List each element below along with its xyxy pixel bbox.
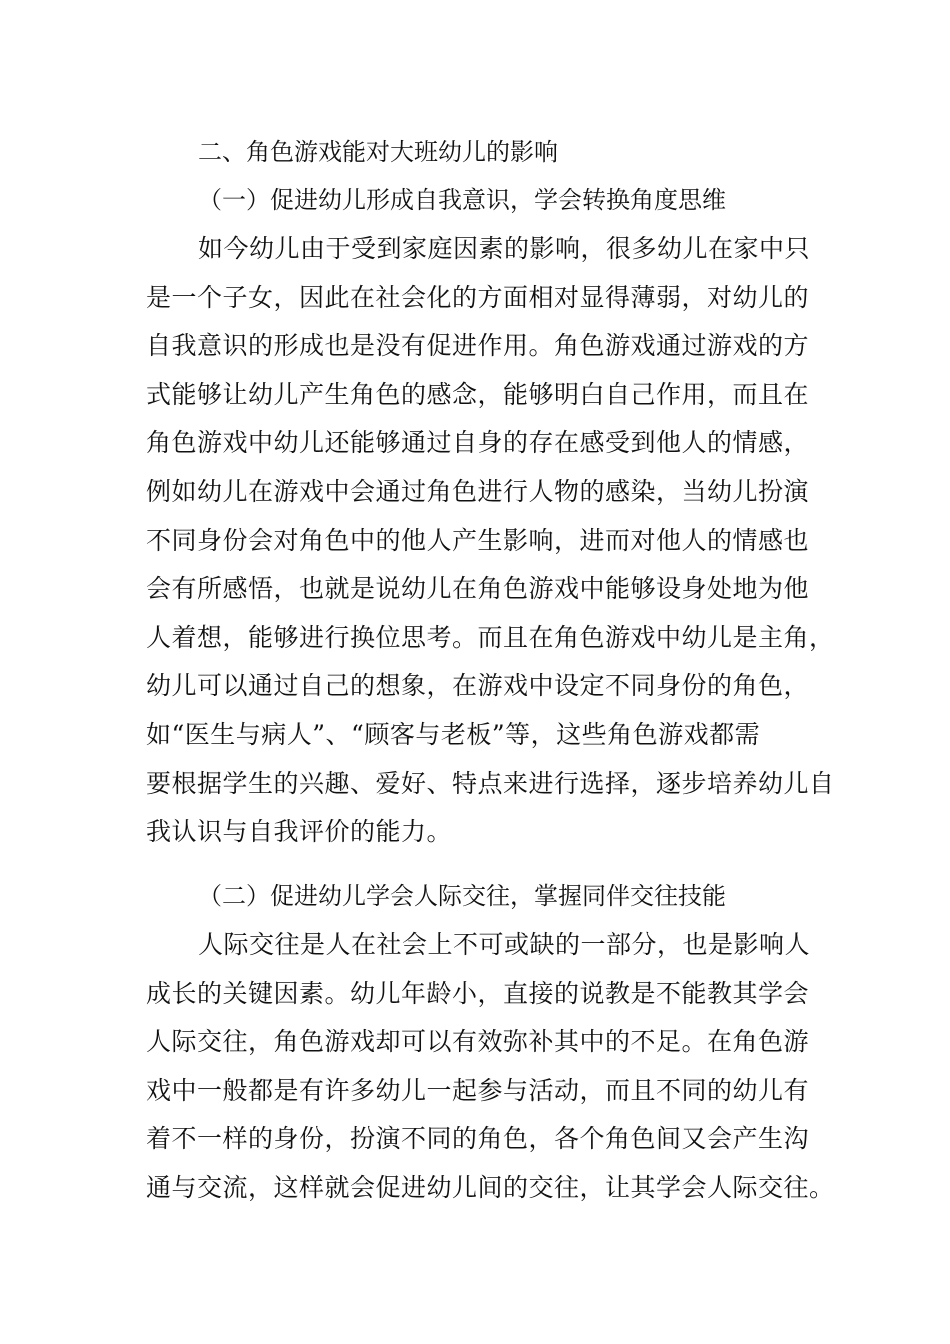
paragraph-line: 人际交往，角色游戏却可以有效弥补其中的不足。在角色游 — [146, 1027, 810, 1057]
paragraph-line: 是一个子女，因此在社会化的方面相对显得薄弱，对幼儿的 — [146, 282, 810, 312]
subsection-heading-2: （二）促进幼儿学会人际交往，掌握同伴交往技能 — [198, 882, 726, 910]
paragraph-line: 着不一样的身份，扮演不同的角色，各个角色间又会产生沟 — [146, 1124, 810, 1154]
paragraph-line: 角色游戏中幼儿还能够通过自身的存在感受到他人的情感， — [146, 428, 810, 458]
subsection-heading-1: （一）促进幼儿形成自我意识，学会转换角度思维 — [198, 186, 726, 214]
section-heading: 二、角色游戏能对大班幼儿的影响 — [198, 138, 558, 166]
paragraph-line: 如今幼儿由于受到家庭因素的影响，很多幼儿在家中只 — [198, 234, 811, 263]
paragraph-line: 通与交流，这样就会促进幼儿间的交往，让其学会人际交往。 — [146, 1173, 835, 1202]
paragraph-line: 戏中一般都是有许多幼儿一起参与活动，而且不同的幼儿有 — [146, 1075, 810, 1105]
paragraph-line: 式能够让幼儿产生角色的感念，能够明白自己作用，而且在 — [146, 379, 810, 409]
paragraph-line: 例如幼儿在游戏中会通过角色进行人物的感染，当幼儿扮演 — [146, 477, 810, 506]
paragraph-line: 自我意识的形成也是没有促进作用。角色游戏通过游戏的方 — [146, 331, 810, 361]
paragraph-line: 幼儿可以通过自己的想象，在游戏中设定不同身份的角色， — [146, 671, 810, 701]
paragraph-line: 我认识与自我评价的能力。 — [146, 817, 453, 847]
paragraph-line: 如“医生与病人”、“顾客与老板”等，这些角色游戏都需 — [146, 720, 761, 749]
paragraph-line: 人际交往是人在社会上不可或缺的一部分，也是影响人 — [198, 930, 811, 959]
paragraph-line: 人着想，能够进行换位思考。而且在角色游戏中幼儿是主角， — [146, 622, 835, 652]
paragraph-line: 会有所感悟，也就是说幼儿在角色游戏中能够设身处地为他 — [146, 574, 810, 604]
paragraph-line: 成长的关键因素。幼儿年龄小，直接的说教是不能教其学会 — [146, 978, 810, 1008]
paragraph-line: 要根据学生的兴趣、爱好、特点来进行选择，逐步培养幼儿自 — [146, 768, 835, 798]
paragraph-line: 不同身份会对角色中的他人产生影响，进而对他人的情感也 — [146, 525, 810, 555]
